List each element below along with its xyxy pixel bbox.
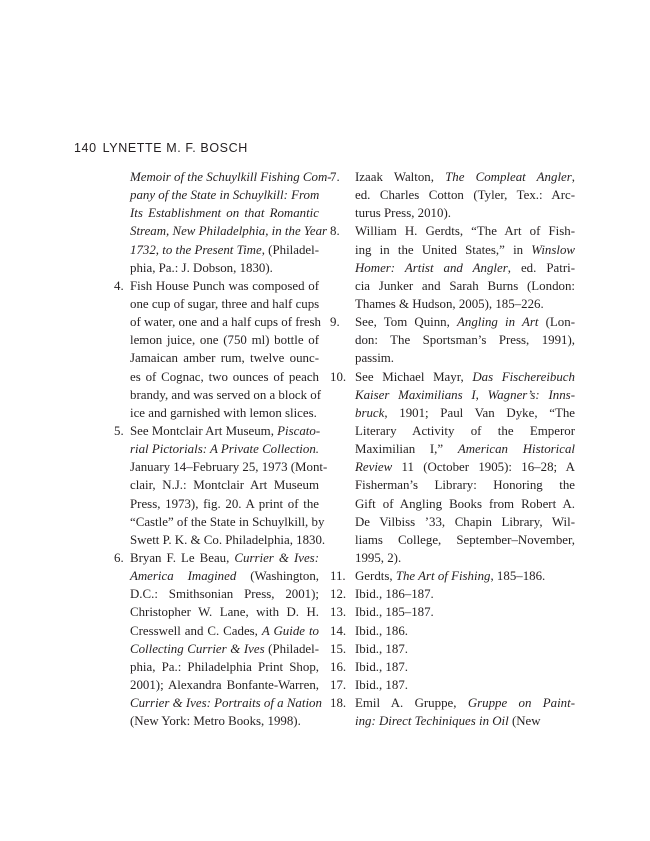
italic-text: Stream, New Philadelphia, in the Year	[130, 224, 328, 239]
text: ing in the United States,” in	[355, 242, 532, 257]
text: Thames & Hudson, 2005), 185–226.	[355, 296, 544, 311]
endnote-number: 8.	[330, 224, 340, 239]
endnote-number: 9.	[330, 315, 340, 330]
endnote-line	[330, 495, 575, 513]
text: ed. Charles Cotton (Tyler, Tex.: Arc-	[355, 188, 575, 203]
endnote-line	[330, 567, 575, 585]
endnote-line	[102, 458, 328, 476]
text: Ibid., 187.	[355, 677, 408, 692]
text: Izaak Walton,	[355, 170, 446, 184]
italic-text: A Guide to	[261, 623, 320, 638]
endnote-line	[330, 640, 575, 658]
notes-column-left	[102, 168, 332, 730]
endnote-line	[330, 458, 575, 476]
italic-text: The Compleat Angler	[445, 170, 572, 184]
endnote-number: 14.	[330, 623, 347, 638]
endnote-line	[330, 603, 575, 621]
endnote-line	[102, 476, 319, 494]
italic-text: bruck	[355, 405, 385, 420]
endnote	[330, 567, 575, 585]
endnote-line	[102, 168, 332, 186]
endnote-line	[102, 712, 319, 730]
endnote	[102, 168, 332, 277]
endnote-number: 15.	[330, 641, 347, 656]
text: “Castle” of the State in Schuylkill, by	[130, 514, 325, 529]
endnote-line	[330, 331, 575, 349]
italic-text: ing: Direct Techiniques in Oil	[355, 714, 509, 729]
endnote	[102, 549, 322, 730]
text: Ibid., 186–187.	[355, 587, 434, 602]
endnote-number: 5.	[114, 423, 124, 438]
endnote-number: 11.	[330, 569, 346, 584]
italic-text: Gruppe on Paint-	[467, 696, 575, 711]
endnote	[330, 622, 575, 640]
endnote-number: 4.	[114, 278, 124, 293]
text: of water, one and a half cups of fresh	[130, 315, 321, 330]
italic-text: 1732, to the Present Time	[130, 242, 262, 257]
endnote	[330, 585, 575, 603]
endnote-line	[330, 241, 575, 259]
endnote-number: 10.	[330, 369, 347, 384]
endnote-line	[330, 585, 575, 603]
italic-text: Kaiser Maximilians I, Wagner’s: Inns-	[355, 387, 575, 402]
endnote-line	[330, 422, 575, 440]
text: January 14–February 25, 1973 (Mont-	[130, 460, 328, 475]
text: 1995, 2).	[355, 550, 402, 565]
endnote-line	[330, 404, 575, 422]
notes-column-right	[330, 168, 575, 730]
text: phia, Pa.: J. Dobson, 1830).	[130, 260, 273, 275]
endnote-line	[102, 658, 319, 676]
text: don: The Sportsman’s Press, 1991),	[355, 333, 575, 348]
italic-text: American Historical	[457, 442, 575, 457]
endnote-line	[102, 331, 319, 349]
endnote-line	[102, 349, 319, 367]
text: 2001); Alexandra Bonfante-Warren,	[130, 677, 319, 692]
endnote-line	[102, 295, 319, 313]
endnote-line	[330, 513, 575, 531]
endnote-line	[102, 603, 319, 621]
text: , ed. Patri-	[507, 260, 575, 275]
text: clair, N.J.: Montclair Art Museum	[130, 478, 319, 493]
text: passim.	[355, 351, 395, 366]
endnote-number: 12.	[330, 587, 347, 602]
endnote	[330, 694, 575, 730]
text: liams College, September–November,	[355, 532, 575, 547]
endnote	[330, 222, 575, 313]
endnote-line	[330, 204, 575, 222]
text: See Montclair Art Museum,	[130, 423, 278, 438]
endnote-line	[330, 295, 575, 313]
italic-text: America Imagined	[130, 569, 237, 584]
italic-text: Piscato-	[277, 423, 321, 438]
italic-text: Its Establishment on that Romantic	[130, 206, 319, 221]
endnote-line	[102, 640, 319, 658]
endnote-number: 17.	[330, 677, 347, 692]
italic-text: Review	[355, 460, 393, 475]
text: Emil A. Gruppe,	[355, 696, 468, 711]
endnote-line	[102, 222, 328, 240]
text: (Philadel-	[264, 641, 319, 656]
endnote-line	[102, 622, 319, 640]
italic-text: Currier & Ives:	[234, 550, 319, 565]
text: D.C.: Smithsonian Press, 2001);	[130, 587, 319, 602]
text: Ibid., 187.	[355, 659, 408, 674]
italic-text: Memoir of the Schuylkill Fishing Com-	[130, 170, 332, 184]
text: , 185–186.	[490, 569, 546, 584]
text: (New	[508, 714, 541, 729]
endnote-line	[330, 712, 575, 730]
endnote-line	[102, 549, 319, 567]
endnote-number: 7.	[330, 170, 340, 184]
text: Ibid., 187.	[355, 641, 408, 656]
endnote	[102, 277, 322, 422]
endnote-line	[330, 349, 575, 367]
endnote-number: 6.	[114, 550, 124, 565]
endnote-line	[102, 513, 325, 531]
endnote-line	[102, 368, 319, 386]
italic-text: Currier & Ives: Portraits of a Nation	[130, 696, 322, 711]
running-head	[74, 140, 248, 156]
text: Gerdts,	[355, 569, 396, 584]
endnote-line	[330, 186, 575, 204]
endnote-line	[102, 694, 322, 712]
endnote-line	[102, 404, 319, 422]
italic-text: Angling in Art	[457, 315, 539, 330]
text: Swett P. K. & Co. Philadelphia, 1830.	[130, 532, 326, 547]
italic-text: The Art of Fishing	[395, 569, 491, 584]
endnote-line	[330, 622, 575, 640]
text: phia, Pa.: Philadelphia Print Shop,	[130, 659, 319, 674]
endnote	[330, 676, 575, 694]
text: Ibid., 186.	[355, 623, 408, 638]
text: Jamaican amber rum, twelve ounc-	[130, 351, 319, 366]
text: , (Philadel-	[261, 242, 319, 257]
text: Christopher W. Lane, with D. H.	[130, 605, 319, 620]
endnote-line	[102, 440, 319, 458]
endnote-line	[330, 694, 575, 712]
running-head-author: LYNETTE M. F. BOSCH	[102, 141, 248, 155]
italic-text: pany of the State in Schuylkill: From	[130, 188, 320, 203]
endnote-line	[102, 531, 326, 549]
endnote-line	[330, 549, 575, 567]
endnote	[330, 168, 575, 222]
endnote-line	[330, 222, 575, 240]
endnote	[330, 658, 575, 676]
endnote-line	[102, 241, 319, 259]
text: (New York: Metro Books, 1998).	[130, 714, 301, 729]
endnote-line	[102, 259, 319, 277]
text: See, Tom Quinn,	[355, 315, 458, 330]
text: Gift of Angling Books from Robert A.	[355, 496, 575, 511]
endnote-line	[102, 422, 319, 440]
text: turus Press, 2010).	[355, 206, 451, 221]
endnote-number: 13.	[330, 605, 347, 620]
endnote-line	[330, 259, 575, 277]
endnote-line	[330, 168, 575, 186]
text: es of Cognac, two ounces of peach	[130, 369, 319, 384]
italic-text: Winslow	[531, 242, 575, 257]
text: Press, 1973), fig. 20. A print of the	[130, 496, 319, 511]
endnote-line	[330, 277, 575, 295]
text: Fish House Punch was composed of	[130, 278, 319, 293]
italic-text: Homer: Artist and Angler	[355, 260, 508, 275]
text: De Vilbiss ’33, Chapin Library, Wil-	[355, 514, 575, 529]
text: Maximilian I,”	[355, 442, 458, 457]
endnote	[330, 368, 575, 568]
text: See Michael Mayr,	[355, 369, 473, 384]
text: Literary Activity of the Emperor	[355, 423, 575, 438]
endnote-line	[102, 585, 319, 603]
text: cia Junker and Sarah Burns (London:	[355, 278, 575, 293]
endnote	[330, 640, 575, 658]
text: (Washington,	[236, 569, 319, 584]
endnote-line	[102, 495, 319, 513]
endnote-number: 16.	[330, 659, 347, 674]
italic-text: Collecting Currier & Ives	[130, 641, 265, 656]
endnote-line	[330, 476, 575, 494]
text: Ibid., 185–187.	[355, 605, 434, 620]
endnote-line	[102, 567, 319, 585]
endnote-line	[330, 386, 575, 404]
endnote-line	[330, 313, 575, 331]
endnote-line	[330, 440, 575, 458]
text: lemon juice, one (750 ml) bottle of	[130, 333, 319, 348]
endnote-line	[330, 658, 575, 676]
page-number: 140	[74, 141, 97, 155]
text: William H. Gerdts, “The Art of Fish-	[355, 224, 575, 239]
endnote-number: 18.	[330, 696, 347, 711]
endnote-line	[102, 676, 319, 694]
endnote-line	[102, 277, 319, 295]
endnote-line	[102, 186, 319, 204]
text: (Lon-	[538, 315, 575, 330]
endnote	[330, 313, 575, 367]
endnote-line	[330, 368, 575, 386]
endnote-line	[330, 531, 575, 549]
endnote-line	[102, 204, 319, 222]
endnote-line	[330, 676, 575, 694]
text: ice and garnished with lemon slices.	[130, 405, 317, 420]
italic-text: Das Fischereibuch	[472, 369, 575, 384]
text: ,	[571, 170, 575, 184]
text: Bryan F. Le Beau,	[130, 550, 235, 565]
text: , 1901; Paul Van Dyke, “The	[384, 405, 575, 420]
text: Cresswell and C. Cades,	[130, 623, 262, 638]
text: 11 (October 1905): 16–28; A	[392, 460, 575, 475]
endnote	[330, 603, 575, 621]
italic-text: rial Pictorials: A Private Collection.	[130, 442, 319, 457]
endnote-line	[102, 313, 319, 331]
endnote	[102, 422, 328, 549]
endnote-line	[102, 386, 322, 404]
text: one cup of sugar, three and half cups	[130, 296, 320, 311]
text: Fisherman’s Library: Honoring the	[355, 478, 575, 493]
text: brandy, and was served on a block of	[130, 387, 322, 402]
